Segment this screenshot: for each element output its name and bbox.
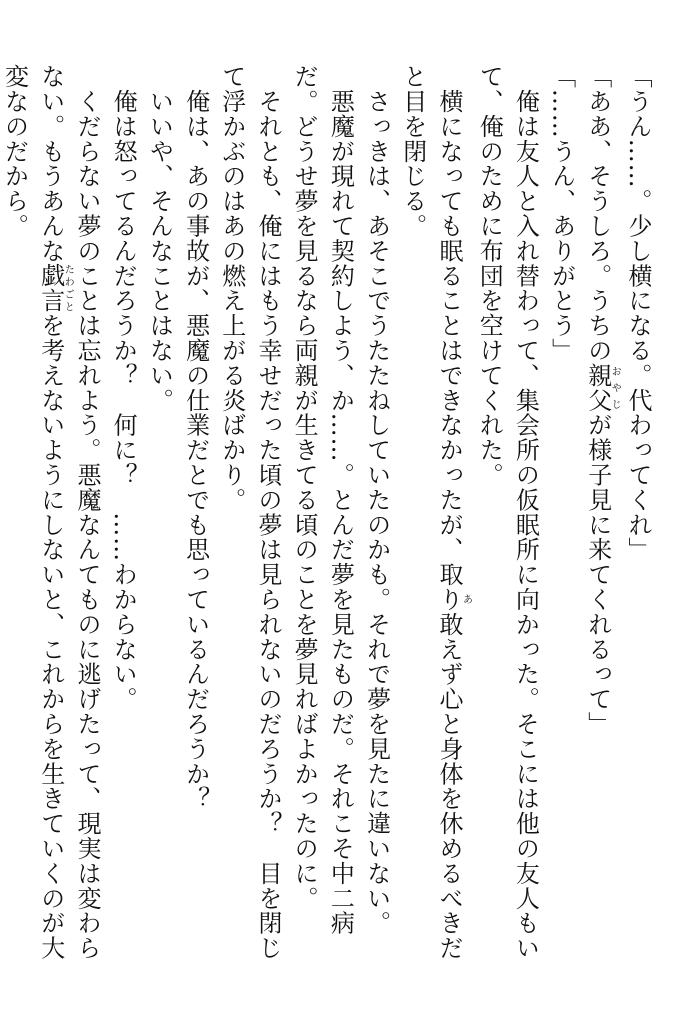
narration-paragraph-8: 俺は怒ってるんだろうか？ 何に？ ……わからない。 <box>109 64 138 712</box>
narration-paragraph-5: それとも、俺にはもう幸せだった頃の夢は見られないのだろうか？ 目を閉じて浮かぶのはあの燃え上がる炎ばかり。 <box>217 64 282 961</box>
ruby-oyaji: 親父おやじ <box>583 362 621 413</box>
narration-paragraph-9: くだらない夢のことは忘れよう。悪魔なんてものに逃げたって、現実は変わらない。もうあんな戯言たわごとを考えないようにしないと、これからを生きていくのが大変なのだから。 <box>0 64 101 961</box>
narration-paragraph-1: 俺は友人と入れ替わって、集会所の仮眠所に向かった。そこには他の友人もいて、俺のために布団を空けてくれた。 <box>475 64 540 961</box>
narration-paragraph-7: いいや、そんなことはない。 <box>145 64 174 413</box>
dialogue-line-2: 「ああ、そうしろ。うちの親父おやじが様子見に来てくれるって」 <box>583 64 621 737</box>
dialogue-line-1: 「うん……。少し横になる。代わってくれ」 <box>624 64 652 562</box>
ruby-tawagoto: 戯言たわごと <box>36 263 74 314</box>
narration-paragraph-3: さっきは、あそこでうたたねしていたのかも。それで夢を見たに違いない。 <box>362 64 391 936</box>
narration-paragraph-6: 俺は、あの事故が、悪魔の仕業だとでも思っているんだろうか？ <box>181 64 210 811</box>
vertical-text-body <box>0 64 656 964</box>
narration-paragraph-4: 悪魔が現れて契約しよう、か……。とんだ夢を見たものだ。それこそ中二病だ。どうせ夢を見るなら両親が生きてる頃のことを夢見ればよかったのに。 <box>290 64 355 936</box>
ruby-toriaezu: 取り敢あ <box>434 562 472 637</box>
narration-paragraph-2: 横になっても眠ることはできなかったが、取り敢あえず心と身体を休めるべきだと目を閉じる。 <box>398 64 472 961</box>
dialogue-line-3: 「……うん、ありがとう」 <box>547 64 576 363</box>
